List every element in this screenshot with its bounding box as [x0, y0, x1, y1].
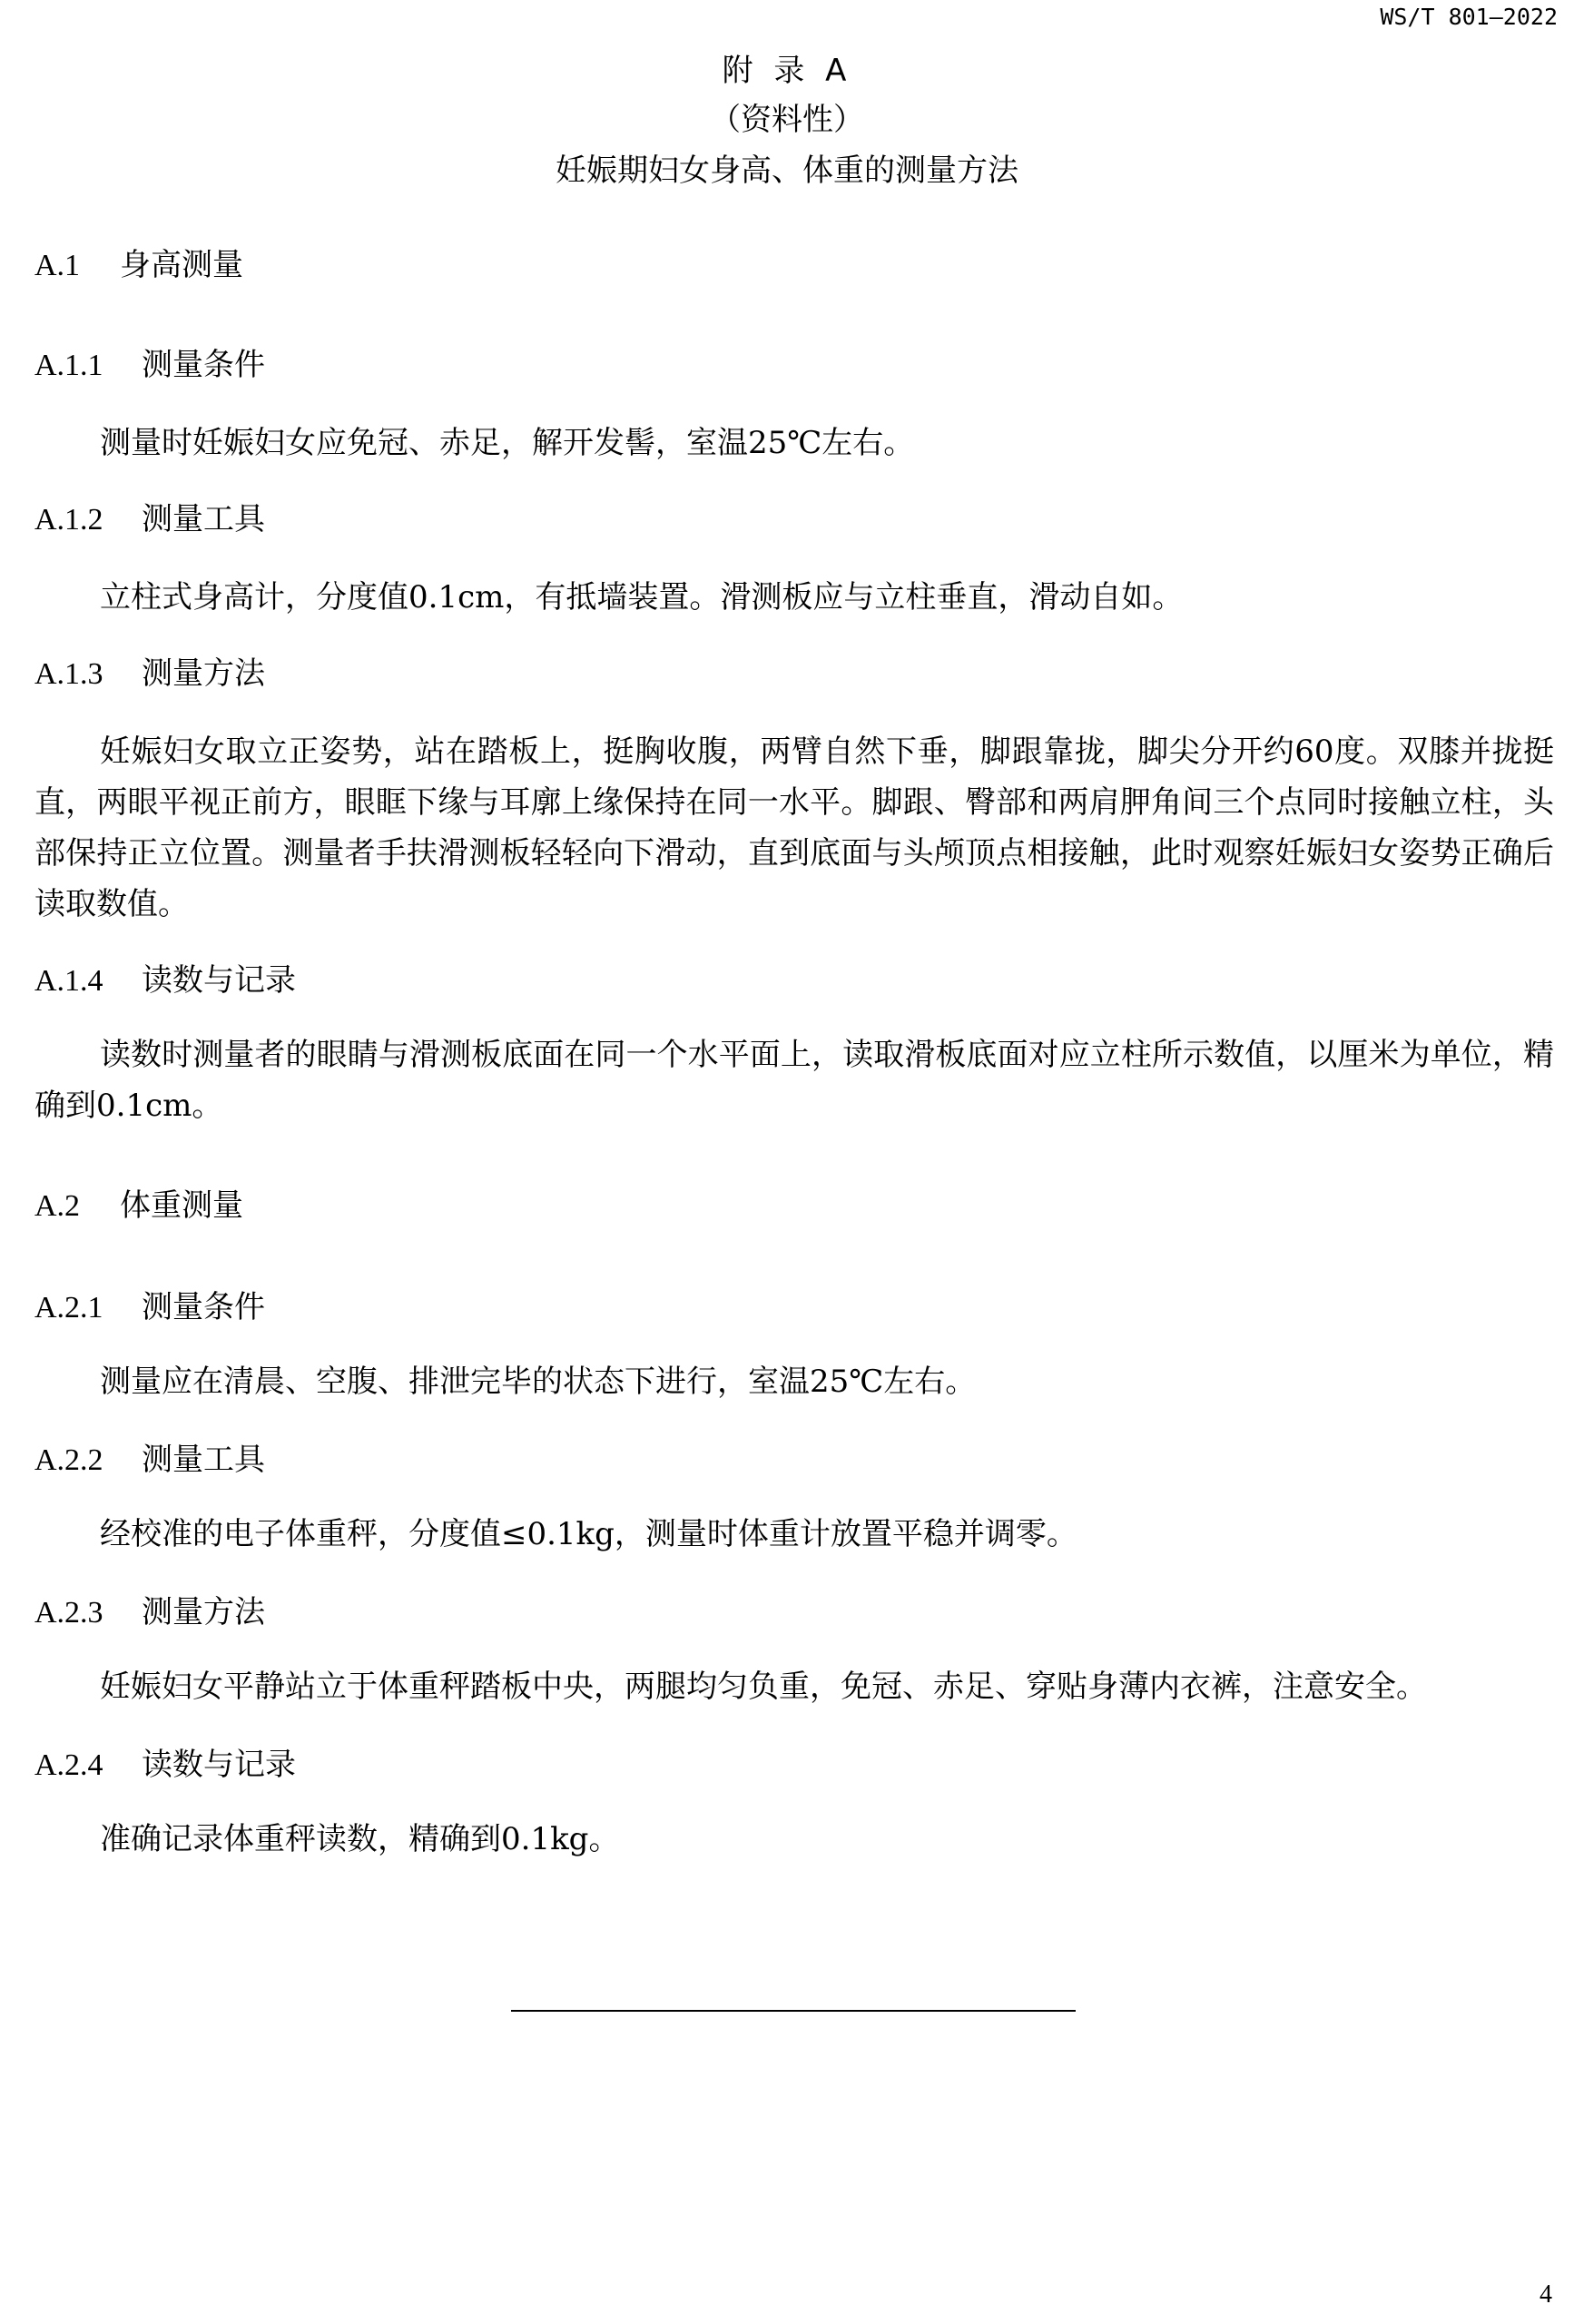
section-title: 身高测量 — [120, 247, 243, 283]
section-title: 体重测量 — [120, 1187, 243, 1224]
section-heading-a1-3 — [34, 652, 1554, 696]
paragraph-a1-4: 读数时测量者的眼睛与滑测板底面在同一个水平面上，读取滑板底面对应立柱所示数值，以厘米为单位，精确到0.1cm。 — [34, 1037, 1554, 1124]
section-number: A.1.2 — [34, 503, 103, 537]
paragraph-a1-3: 妊娠妇女取立正姿势，站在踏板上，挺胸收腹，两臂自然下垂，脚跟靠拢，脚尖分开约60度。双膝并拢挺直，两眼平视正前方，眼眶下缘与耳廓上缘保持在同一水平。脚跟、臀部和两肩胛角间三个点同时接触立柱，头部保持正立位置。测量者手扶滑测板轻轻向下滑动，直到底面与头颅顶点相接触，此时观察妊娠妇女姿势正确后读取数值。 — [34, 734, 1554, 922]
section-title: 测量方法 — [142, 1594, 265, 1630]
section-title: 测量方法 — [142, 655, 265, 692]
section-heading-a2-3 — [34, 1590, 1554, 1635]
section-title: 测量工具 — [142, 501, 265, 537]
section-heading-a1 — [34, 243, 1554, 288]
section-heading-a2-1 — [34, 1285, 1554, 1330]
paragraph-a1-1: 测量时妊娠妇女应免冠、赤足，解开发髻，室温25℃左右。 — [100, 425, 915, 461]
paragraph-a2-1: 测量应在清晨、空腹、排泄完毕的状态下进行，室温25℃左右。 — [100, 1364, 977, 1400]
paragraph-a2-2: 经校准的电子体重秤，分度值≤0.1kg，测量时体重计放置平稳并调零。 — [100, 1516, 1077, 1552]
section-number: A.2.1 — [34, 1291, 103, 1324]
end-rule — [511, 2010, 1076, 2012]
section-number: A.1.4 — [34, 964, 103, 998]
section-title: 测量条件 — [142, 347, 265, 383]
paragraph-a2-3: 妊娠妇女平静站立于体重秤踏板中央，两腿均匀负重，免冠、赤足、穿贴身薄内衣裤，注意安全。 — [100, 1669, 1427, 1705]
page-number: 4 — [1540, 2280, 1552, 2309]
section-title: 读数与记录 — [142, 962, 296, 999]
section-number: A.2.4 — [34, 1748, 103, 1782]
section-heading-a2-2 — [34, 1438, 1554, 1482]
section-number: A.1 — [34, 249, 81, 282]
appendix-title: 妊娠期妇女身高、体重的测量方法 — [556, 153, 1018, 189]
section-number: A.1.1 — [34, 349, 103, 382]
appendix-label: 附 录 A — [722, 53, 852, 89]
standard-code: WS/T 801—2022 — [1380, 4, 1558, 30]
section-heading-a1-2 — [34, 497, 1554, 542]
section-title: 测量工具 — [142, 1442, 265, 1478]
section-heading-a2 — [34, 1184, 1554, 1228]
paragraph-a2-4: 准确记录体重秤读数，精确到0.1kg。 — [100, 1821, 620, 1857]
section-number: A.2.2 — [34, 1443, 103, 1477]
appendix-nature: （资料性） — [710, 102, 864, 138]
section-title: 读数与记录 — [142, 1747, 296, 1783]
section-number: A.2.3 — [34, 1596, 103, 1630]
section-number: A.1.3 — [34, 657, 103, 691]
section-heading-a2-4 — [34, 1743, 1554, 1787]
paragraph-a1-2: 立柱式身高计，分度值0.1cm，有抵墙装置。滑测板应与立柱垂直，滑动自如。 — [100, 579, 1184, 615]
section-number: A.2 — [34, 1189, 81, 1223]
section-heading-a1-1 — [34, 343, 1554, 388]
section-heading-a1-4 — [34, 959, 1554, 1003]
section-title: 测量条件 — [142, 1289, 265, 1325]
